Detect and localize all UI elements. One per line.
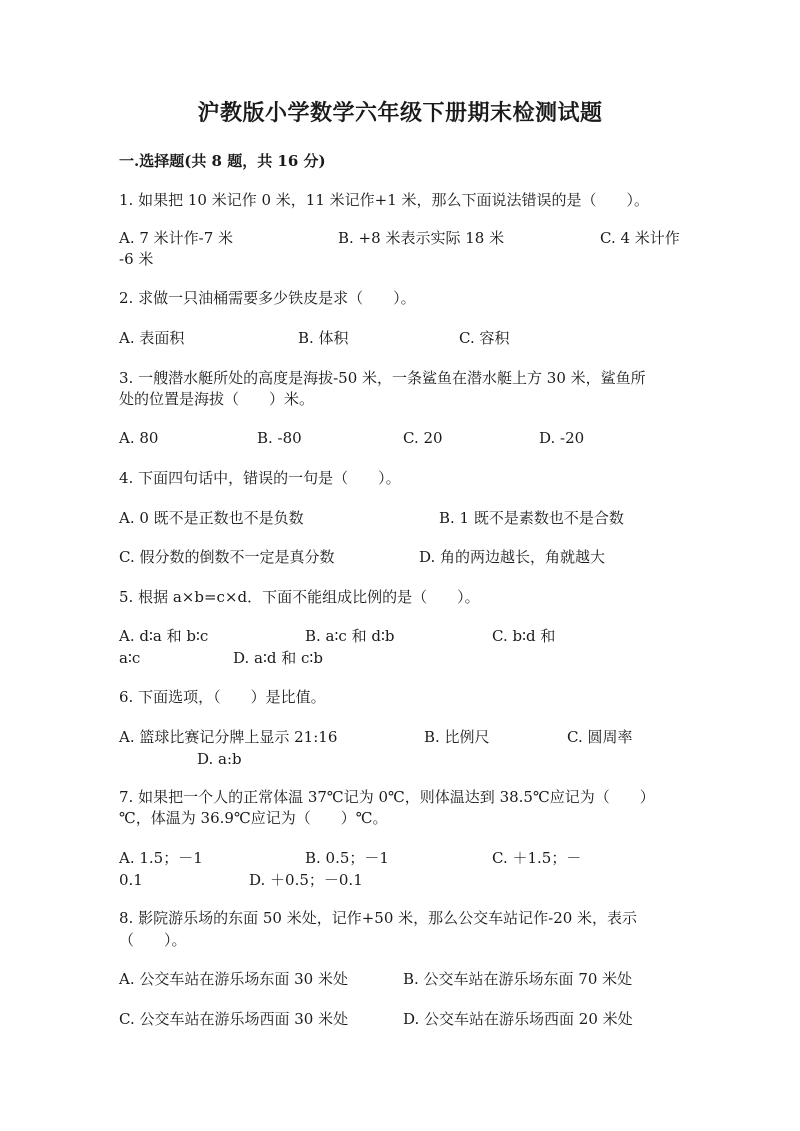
question-8-option-d: D. 公交车站在游乐场西面 20 米处 bbox=[403, 1010, 633, 1028]
question-8-stem-line-1: 8. 影院游乐场的东面 50 米处，记作+50 米，那么公交车站记作-20 米，表示 bbox=[119, 909, 638, 927]
question-3-option-a: A. 80 bbox=[119, 429, 159, 447]
question-2-stem: 2. 求做一只油桶需要多少铁皮是求（ ）。 bbox=[119, 289, 416, 307]
question-5-option-d: D. a∶d 和 c∶b bbox=[233, 649, 323, 667]
question-5-option-a: A. d∶a 和 b∶c bbox=[119, 627, 209, 645]
question-7-option-d: D. ＋0.5；－0.1 bbox=[249, 871, 363, 889]
question-3-stem-line-2: 处的位置是海拔（ ）米。 bbox=[119, 390, 315, 408]
question-8-option-a: A. 公交车站在游乐场东面 30 米处 bbox=[119, 970, 348, 988]
question-8-stem-line-2: （ ）。 bbox=[119, 931, 187, 949]
question-7-option-a: A. 1.5；－1 bbox=[119, 849, 203, 867]
question-7-option-b: B. 0.5；－1 bbox=[305, 849, 389, 867]
question-1-option-b: B. +8 米表示实际 18 米 bbox=[338, 229, 505, 247]
question-3-option-d: D. -20 bbox=[539, 429, 585, 447]
question-6-stem: 6. 下面选项，（ ）是比值。 bbox=[119, 688, 326, 706]
question-5-option-b: B. a∶c 和 d∶b bbox=[305, 627, 395, 645]
question-4-option-c: C. 假分数的倒数不一定是真分数 bbox=[119, 548, 335, 566]
question-7-stem-line-1: 7. 如果把一个人的正常体温 37℃记为 0℃，则体温达到 38.5℃应记为（ ） bbox=[119, 788, 655, 806]
question-4-option-d: D. 角的两边越长，角就越大 bbox=[419, 548, 606, 566]
question-7-option-c-continued: 0.1 bbox=[119, 871, 143, 889]
question-1-option-c: C. 4 米计作 bbox=[600, 229, 680, 247]
question-5-stem: 5. 根据 a×b=c×d．下面不能组成比例的是（ ）。 bbox=[119, 588, 480, 606]
question-6-option-d: D. a:b bbox=[197, 750, 242, 768]
question-6-option-c: C. 圆周率 bbox=[567, 728, 633, 746]
question-3-option-c: C. 20 bbox=[403, 429, 443, 447]
section-heading: 一.选择题(共 8 题，共 16 分) bbox=[119, 152, 326, 170]
question-6-option-b: B. 比例尺 bbox=[424, 728, 490, 746]
question-2-option-a: A. 表面积 bbox=[119, 329, 185, 347]
question-5-option-c: C. b∶d 和 bbox=[492, 627, 556, 645]
page-title: 沪教版小学数学六年级下册期末检测试题 bbox=[197, 100, 603, 126]
question-3-option-b: B. -80 bbox=[257, 429, 302, 447]
question-1-option-a: A. 7 米计作-7 米 bbox=[119, 229, 234, 247]
question-4-option-a: A. 0 既不是正数也不是负数 bbox=[119, 509, 304, 527]
question-7-option-c: C. ＋1.5；－ bbox=[492, 849, 582, 867]
question-5-option-c-continued: a∶c bbox=[119, 649, 141, 667]
question-8-option-c: C. 公交车站在游乐场西面 30 米处 bbox=[119, 1010, 349, 1028]
question-2-option-c: C. 容积 bbox=[459, 329, 510, 347]
question-6-option-a: A. 篮球比赛记分牌上显示 21:16 bbox=[119, 728, 338, 746]
question-1-option-c-continued: -6 米 bbox=[119, 250, 154, 268]
question-2-option-b: B. 体积 bbox=[298, 329, 349, 347]
question-4-option-b: B. 1 既不是素数也不是合数 bbox=[439, 509, 624, 527]
question-8-option-b: B. 公交车站在游乐场东面 70 米处 bbox=[403, 970, 633, 988]
question-4-stem: 4. 下面四句话中，错误的一句是（ ）。 bbox=[119, 469, 401, 487]
question-1-stem: 1. 如果把 10 米记作 0 米，11 米记作+1 米，那么下面说法错误的是（ ）。 bbox=[119, 191, 650, 209]
question-7-stem-line-2: ℃，体温为 36.9℃应记为（ ）℃。 bbox=[119, 809, 388, 827]
question-3-stem-line-1: 3. 一艘潜水艇所处的高度是海拔-50 米，一条鲨鱼在潜水艇上方 30 米，鲨鱼所 bbox=[119, 369, 646, 387]
